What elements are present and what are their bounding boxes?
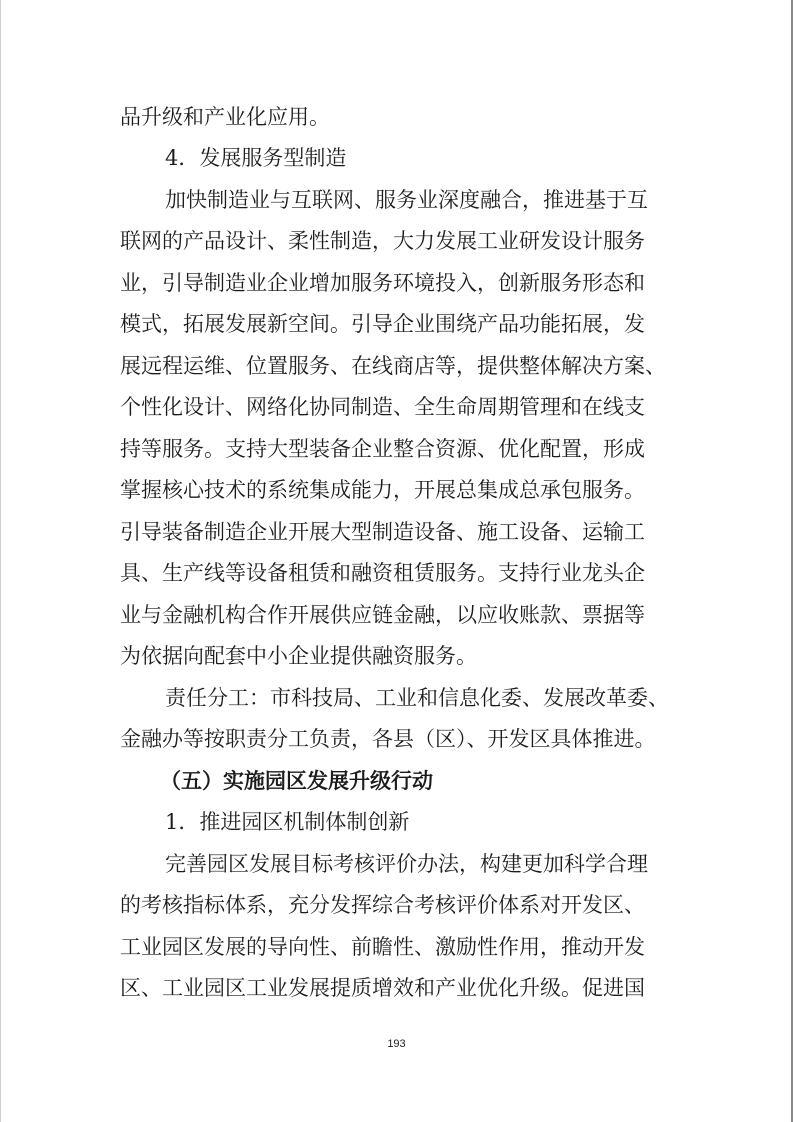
chapter-heading bbox=[0, 761, 793, 801]
heading-text: （五）实施园区发展升级行动 bbox=[160, 769, 433, 793]
body-line bbox=[0, 429, 793, 469]
body-line bbox=[0, 304, 793, 344]
line-text: 业，引导制造业企业增加服务环境投入，创新服务形态和 bbox=[120, 271, 645, 295]
heading-text: 4．发展服务型制造 bbox=[165, 146, 347, 170]
body-line bbox=[0, 595, 793, 635]
page-number: 193 bbox=[387, 1038, 406, 1050]
line-text: 展远程运维、位置服务、在线商店等，提供整体解决方案、 bbox=[120, 354, 666, 378]
body-line bbox=[0, 346, 793, 386]
section-heading bbox=[0, 802, 793, 842]
body-line bbox=[0, 387, 793, 427]
line-text: 的考核指标体系，充分发挥综合考核评价体系对开发区、 bbox=[120, 893, 645, 917]
line-text: 完善园区发展目标考核评价办法，构建更加科学合理 bbox=[165, 852, 648, 876]
line-text: 工业园区发展的导向性、前瞻性、激励性作用，推动开发 bbox=[120, 935, 645, 959]
line-text: 业与金融机构合作开展供应链金融，以应收账款、票据等 bbox=[120, 603, 645, 627]
line-text: 掌握核心技术的系统集成能力，开展总集成总承包服务。 bbox=[120, 478, 645, 502]
heading-text: 1．推进园区机制体制创新 bbox=[165, 810, 410, 834]
body-line bbox=[0, 512, 793, 552]
line-text: 引导装备制造企业开展大型制造设备、施工设备、运输工 bbox=[120, 520, 645, 544]
body-line bbox=[0, 678, 793, 718]
body-line bbox=[0, 97, 793, 137]
line-text: 持等服务。支持大型装备企业整合资源、优化配置，形成 bbox=[120, 437, 645, 461]
body-line bbox=[0, 968, 793, 1008]
body-line bbox=[0, 719, 793, 759]
section-heading bbox=[0, 138, 793, 178]
body-line bbox=[0, 885, 793, 925]
body-line bbox=[0, 221, 793, 261]
line-text: 区、工业园区工业发展提质增效和产业优化升级。促进国 bbox=[120, 976, 645, 1000]
line-text: 具、生产线等设备租赁和融资租赁服务。支持行业龙头企 bbox=[120, 561, 645, 585]
body-line bbox=[0, 263, 793, 303]
body-line bbox=[0, 927, 793, 967]
line-text: 联网的产品设计、柔性制造，大力发展工业研发设计服务 bbox=[120, 229, 645, 253]
body-line bbox=[0, 180, 793, 220]
line-text: 品升级和产业化应用。 bbox=[120, 105, 330, 129]
line-text: 责任分工：市科技局、工业和信息化委、发展改革委、 bbox=[165, 686, 669, 710]
line-text: 为依据向配套中小企业提供融资服务。 bbox=[120, 644, 477, 668]
body-line bbox=[0, 844, 793, 884]
line-text: 金融办等按职责分工负责，各县（区）、开发区具体推进。 bbox=[120, 727, 656, 751]
body-line bbox=[0, 553, 793, 593]
body-line bbox=[0, 636, 793, 676]
line-text: 加快制造业与互联网、服务业深度融合，推进基于互 bbox=[165, 188, 648, 212]
body-line bbox=[0, 470, 793, 510]
line-text: 模式，拓展发展新空间。引导企业围绕产品功能拓展，发 bbox=[120, 312, 645, 336]
line-text: 个性化设计、网络化协同制造、全生命周期管理和在线支 bbox=[120, 395, 645, 419]
